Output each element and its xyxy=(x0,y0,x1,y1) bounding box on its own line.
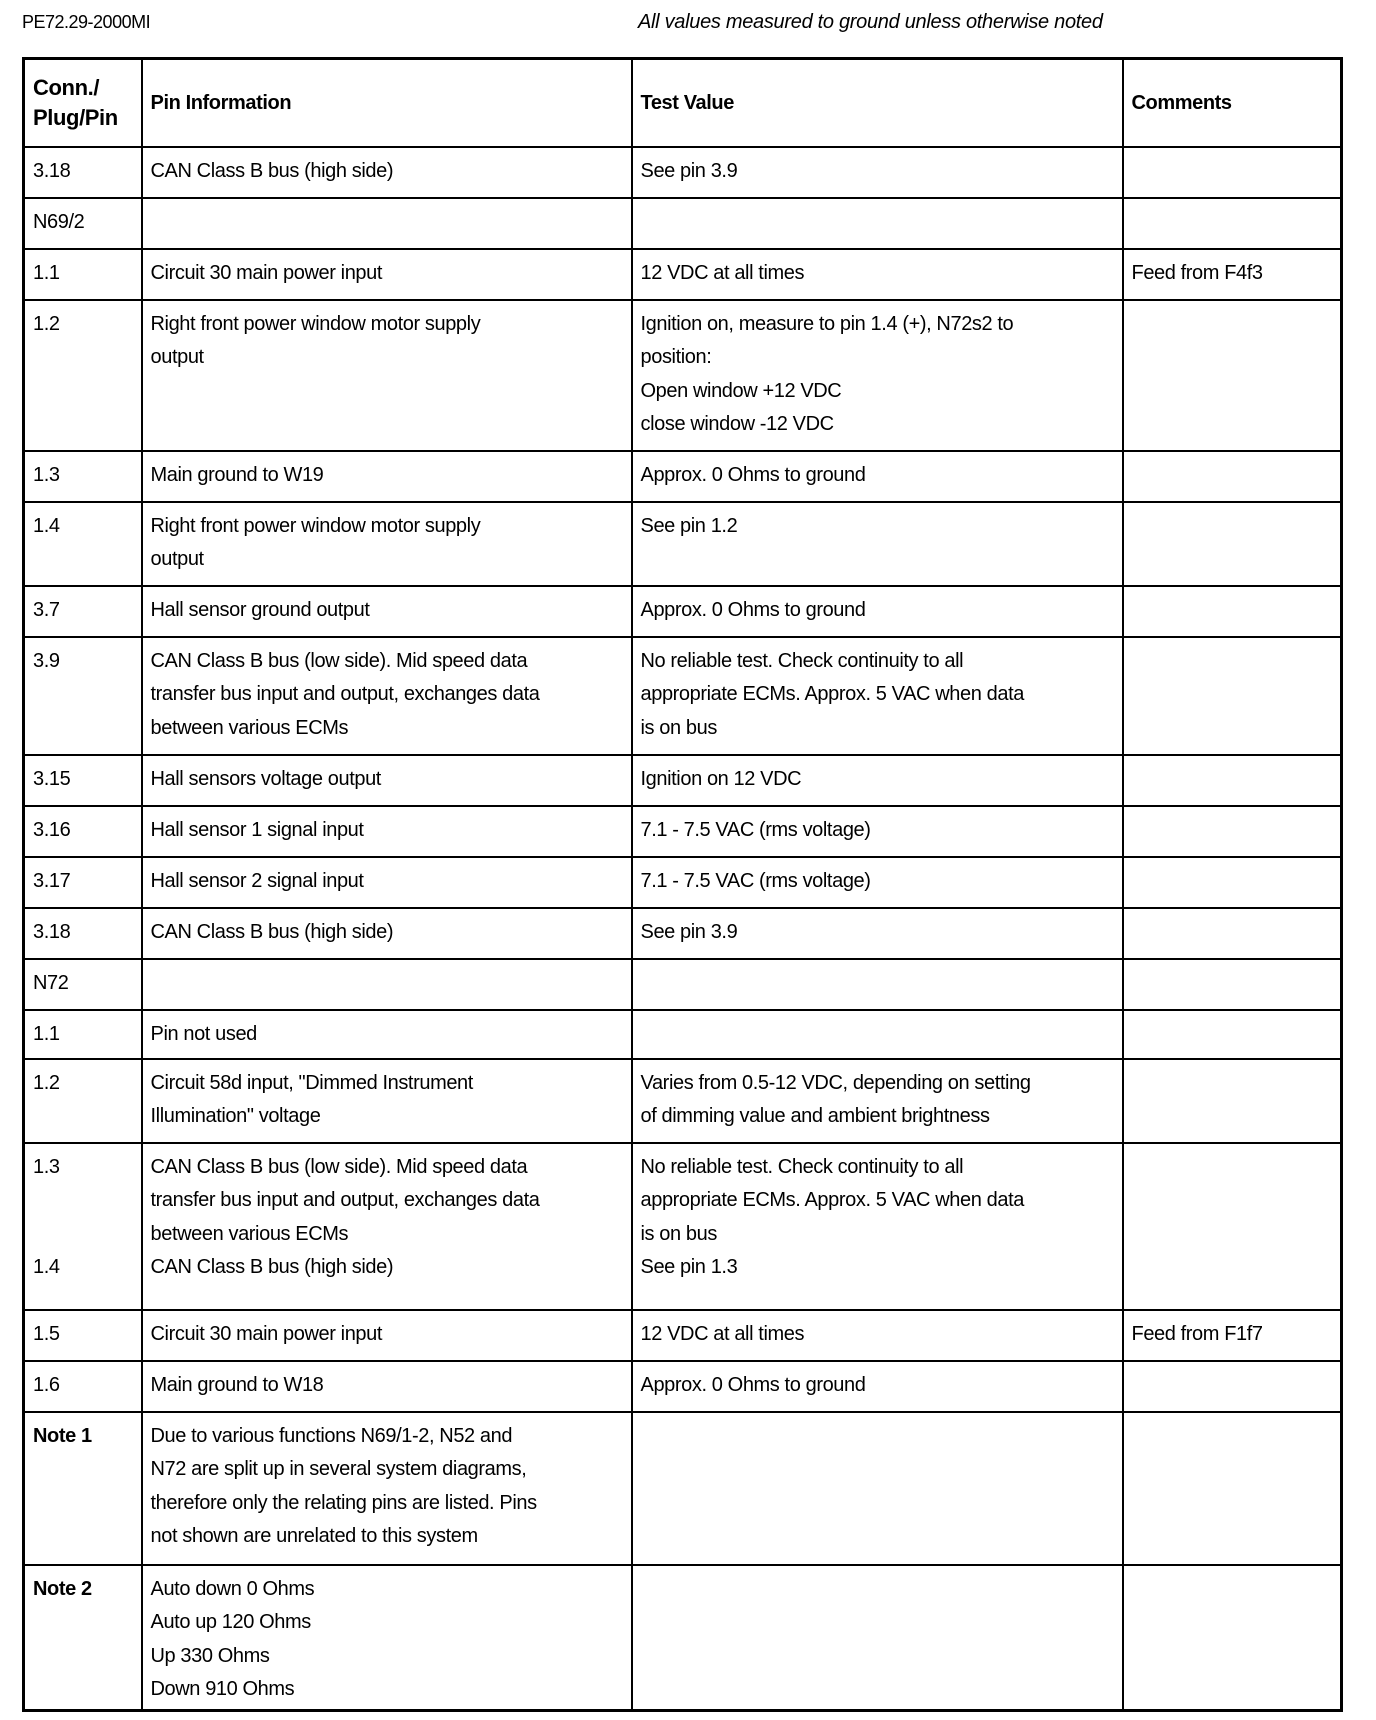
cell-comments xyxy=(1123,1143,1342,1310)
cell-text-line: Feed from F4f3 xyxy=(1131,261,1263,284)
cell-text-line: CAN Class B bus (high side) xyxy=(150,920,394,943)
table-row xyxy=(24,1059,1342,1143)
cell-text-line: 1.3 xyxy=(33,463,60,486)
cell-text-line: appropriate ECMs. Approx. 5 VAC when data xyxy=(640,683,1024,705)
cell-pin-information xyxy=(142,451,632,502)
cell-comments xyxy=(1123,1412,1342,1565)
cell-text-line: CAN Class B bus (high side) xyxy=(150,159,394,182)
cell-comments xyxy=(1123,1565,1342,1711)
cell-text-line: Hall sensor 2 signal input xyxy=(150,869,364,892)
header-test-value: Test Value xyxy=(632,59,1123,147)
cell-pin-information xyxy=(142,1143,632,1310)
cell-text-line: appropriate ECMs. Approx. 5 VAC when data xyxy=(640,1189,1024,1211)
cell-text-line: 3.18 xyxy=(33,920,71,943)
cell-comments xyxy=(1123,451,1342,502)
cell-text-line: 7.1 - 7.5 VAC (rms voltage) xyxy=(640,869,871,892)
table-row xyxy=(24,1565,1342,1711)
table-row xyxy=(24,300,1342,451)
cell-pin-information xyxy=(142,147,632,198)
cell-text-line: 3.17 xyxy=(33,869,71,892)
header-comments: Comments xyxy=(1123,59,1342,147)
cell-text-line: 1.1 xyxy=(33,1022,60,1045)
cell-text-line: 3.15 xyxy=(33,767,71,790)
cell-comments xyxy=(1123,502,1342,586)
table-row xyxy=(24,1361,1342,1412)
cell-text-line xyxy=(33,1218,133,1252)
table-row xyxy=(24,586,1342,637)
cell-text-line xyxy=(33,1184,133,1218)
cell-text-line: Note 2 xyxy=(33,1577,92,1600)
cell-comments xyxy=(1123,637,1342,755)
cell-conn-plug-pin xyxy=(24,755,142,806)
cell-text-line: 1.3 xyxy=(33,1155,60,1178)
cell-pin-information xyxy=(142,198,632,249)
table-row xyxy=(24,908,1342,959)
cell-text-line: position: xyxy=(640,346,712,368)
cell-test-value xyxy=(632,959,1123,1010)
cell-text-line: N72 are split up in several system diagrams, xyxy=(150,1458,527,1480)
cell-text-line: transfer bus input and output, exchanges data xyxy=(150,1189,540,1211)
cell-test-value xyxy=(632,300,1123,451)
cell-text-line: N69/2 xyxy=(33,210,85,233)
cell-conn-plug-pin xyxy=(24,502,142,586)
cell-conn-plug-pin xyxy=(24,1310,142,1361)
cell-comments xyxy=(1123,249,1342,300)
cell-pin-information xyxy=(142,249,632,300)
cell-text-line: Open window +12 VDC xyxy=(640,379,842,402)
cell-text-line: 1.4 xyxy=(33,1256,60,1278)
cell-text-line: 1.5 xyxy=(33,1322,60,1345)
cell-conn-plug-pin xyxy=(24,300,142,451)
cell-test-value xyxy=(632,147,1123,198)
cell-conn-plug-pin xyxy=(24,806,142,857)
cell-pin-information xyxy=(142,1310,632,1361)
cell-conn-plug-pin xyxy=(24,451,142,502)
cell-pin-information xyxy=(142,755,632,806)
cell-text-line: Down 910 Ohms xyxy=(150,1678,295,1700)
header-conn-plug-pin: Conn./ Plug/Pin xyxy=(24,59,142,147)
cell-conn-plug-pin xyxy=(24,1412,142,1565)
table-row xyxy=(24,198,1342,249)
cell-text-line: 12 VDC at all times xyxy=(640,1322,805,1345)
cell-text-line: Approx. 0 Ohms to ground xyxy=(640,598,866,621)
cell-text-line: 1.2 xyxy=(33,312,60,335)
cell-comments xyxy=(1123,806,1342,857)
header-pin-information: Pin Information xyxy=(142,59,632,147)
cell-text-line: Pin not used xyxy=(150,1022,257,1045)
cell-conn-plug-pin xyxy=(24,1143,142,1310)
cell-text-line: Auto down 0 Ohms xyxy=(150,1577,315,1600)
document-id: PE72.29-2000MI xyxy=(22,12,151,32)
cell-text-line: N72 xyxy=(33,971,69,994)
cell-conn-plug-pin xyxy=(24,959,142,1010)
cell-conn-plug-pin xyxy=(24,1010,142,1059)
cell-text-line: No reliable test. Check continuity to all xyxy=(640,649,964,672)
cell-pin-information xyxy=(142,586,632,637)
cell-text-line: Approx. 0 Ohms to ground xyxy=(640,1373,866,1396)
pin-table xyxy=(22,57,1343,1712)
cell-comments xyxy=(1123,1361,1342,1412)
cell-test-value xyxy=(632,1059,1123,1143)
table-row xyxy=(24,857,1342,908)
table-row xyxy=(24,1010,1342,1059)
cell-text-line: CAN Class B bus (low side). Mid speed data xyxy=(150,1155,528,1178)
cell-conn-plug-pin xyxy=(24,857,142,908)
cell-text-line: Hall sensor ground output xyxy=(150,598,370,621)
cell-comments xyxy=(1123,959,1342,1010)
table-row xyxy=(24,147,1342,198)
cell-conn-plug-pin xyxy=(24,1059,142,1143)
cell-text-line: close window -12 VDC xyxy=(640,413,834,435)
cell-comments xyxy=(1123,1010,1342,1059)
cell-text-line: Hall sensor 1 signal input xyxy=(150,818,364,841)
cell-conn-plug-pin xyxy=(24,1361,142,1412)
cell-text-line: Circuit 30 main power input xyxy=(150,1322,383,1345)
cell-text-line: Right front power window motor supply xyxy=(150,312,481,335)
cell-conn-plug-pin xyxy=(24,198,142,249)
cell-comments xyxy=(1123,1310,1342,1361)
cell-text-line: Note 1 xyxy=(33,1424,92,1447)
cell-text-line: 3.16 xyxy=(33,818,71,841)
cell-text-line: Circuit 58d input, "Dimmed Instrument xyxy=(150,1071,473,1094)
cell-text-line: not shown are unrelated to this system xyxy=(150,1525,478,1547)
table-body xyxy=(24,147,1342,1711)
cell-text-line: 3.9 xyxy=(33,649,60,672)
cell-pin-information xyxy=(142,502,632,586)
cell-text-line: Auto up 120 Ohms xyxy=(150,1611,311,1633)
cell-comments xyxy=(1123,755,1342,806)
cell-text-line: output xyxy=(150,548,204,570)
cell-test-value xyxy=(632,198,1123,249)
cell-test-value xyxy=(632,1310,1123,1361)
cell-text-line: Approx. 0 Ohms to ground xyxy=(640,463,866,486)
cell-test-value xyxy=(632,249,1123,300)
table-row xyxy=(24,1310,1342,1361)
cell-test-value xyxy=(632,1565,1123,1711)
cell-text-line: 12 VDC at all times xyxy=(640,261,805,284)
cell-text-line: Due to various functions N69/1-2, N52 and xyxy=(150,1424,513,1447)
table-header-row xyxy=(24,59,1342,147)
cell-test-value xyxy=(632,806,1123,857)
cell-comments xyxy=(1123,198,1342,249)
cell-text-line: See pin 3.9 xyxy=(640,159,738,182)
measurement-note: All values measured to ground unless otherwise noted xyxy=(638,11,1103,33)
cell-text-line: CAN Class B bus (low side). Mid speed data xyxy=(150,649,528,672)
cell-pin-information xyxy=(142,857,632,908)
cell-pin-information xyxy=(142,1565,632,1711)
table-row xyxy=(24,959,1342,1010)
cell-test-value xyxy=(632,1010,1123,1059)
cell-text-line: See pin 1.2 xyxy=(640,514,738,537)
table-row xyxy=(24,755,1342,806)
cell-pin-information xyxy=(142,806,632,857)
cell-pin-information xyxy=(142,637,632,755)
table-row xyxy=(24,1143,1342,1310)
cell-text-line: is on bus xyxy=(640,1222,717,1245)
cell-text-line: is on bus xyxy=(640,716,717,739)
cell-test-value xyxy=(632,1412,1123,1565)
cell-text-line: Varies from 0.5-12 VDC, depending on setting xyxy=(640,1071,1031,1094)
cell-text-line: Ignition on 12 VDC xyxy=(640,767,802,790)
cell-text-line: 1.4 xyxy=(33,514,60,537)
cell-comments xyxy=(1123,586,1342,637)
cell-text-line: Ignition on, measure to pin 1.4 (+), N72s2 to xyxy=(640,312,1014,335)
cell-conn-plug-pin xyxy=(24,908,142,959)
cell-test-value xyxy=(632,857,1123,908)
cell-text-line: CAN Class B bus (high side) xyxy=(150,1256,394,1278)
cell-text-line: 1.2 xyxy=(33,1071,60,1094)
cell-conn-plug-pin xyxy=(24,249,142,300)
cell-text-line: Right front power window motor supply xyxy=(150,514,481,537)
table-row xyxy=(24,451,1342,502)
cell-text-line: See pin 3.9 xyxy=(640,920,738,943)
cell-conn-plug-pin xyxy=(24,147,142,198)
cell-conn-plug-pin xyxy=(24,637,142,755)
cell-text-line: between various ECMs xyxy=(150,716,349,739)
cell-text-line: 1.1 xyxy=(33,261,60,284)
cell-text-line: Circuit 30 main power input xyxy=(150,261,383,284)
cell-text-line: 3.7 xyxy=(33,598,60,621)
cell-pin-information xyxy=(142,1412,632,1565)
table-row xyxy=(24,1412,1342,1565)
table-row xyxy=(24,502,1342,586)
cell-text-line: Main ground to W19 xyxy=(150,463,324,486)
cell-pin-information xyxy=(142,300,632,451)
cell-text-line: therefore only the relating pins are listed. Pins xyxy=(150,1491,537,1514)
cell-conn-plug-pin xyxy=(24,1565,142,1711)
cell-text-line: Illumination" voltage xyxy=(150,1105,321,1127)
cell-text-line: 3.18 xyxy=(33,159,71,182)
cell-text-line: See pin 1.3 xyxy=(640,1256,738,1278)
cell-test-value xyxy=(632,1143,1123,1310)
cell-pin-information xyxy=(142,959,632,1010)
cell-text-line: of dimming value and ambient brightness xyxy=(640,1105,990,1127)
cell-test-value xyxy=(632,586,1123,637)
cell-pin-information xyxy=(142,1010,632,1059)
cell-comments xyxy=(1123,147,1342,198)
cell-pin-information xyxy=(142,908,632,959)
cell-comments xyxy=(1123,908,1342,959)
cell-text-line: 1.6 xyxy=(33,1373,60,1396)
cell-text-line: Feed from F1f7 xyxy=(1131,1322,1263,1345)
cell-text-line: transfer bus input and output, exchanges data xyxy=(150,683,540,705)
cell-test-value xyxy=(632,637,1123,755)
cell-test-value xyxy=(632,451,1123,502)
cell-text-line: Main ground to W18 xyxy=(150,1373,324,1396)
cell-pin-information xyxy=(142,1059,632,1143)
cell-text-line: output xyxy=(150,346,204,368)
cell-comments xyxy=(1123,857,1342,908)
cell-pin-information xyxy=(142,1361,632,1412)
cell-test-value xyxy=(632,908,1123,959)
cell-test-value xyxy=(632,502,1123,586)
cell-comments xyxy=(1123,300,1342,451)
cell-text-line: Hall sensors voltage output xyxy=(150,767,381,790)
cell-text-line: 7.1 - 7.5 VAC (rms voltage) xyxy=(640,818,871,841)
cell-text-line: Up 330 Ohms xyxy=(150,1644,270,1667)
cell-test-value xyxy=(632,1361,1123,1412)
cell-comments xyxy=(1123,1059,1342,1143)
table-row xyxy=(24,637,1342,755)
cell-text-line: between various ECMs xyxy=(150,1222,349,1245)
table-row xyxy=(24,249,1342,300)
cell-conn-plug-pin xyxy=(24,586,142,637)
table-row xyxy=(24,806,1342,857)
cell-text-line: No reliable test. Check continuity to all xyxy=(640,1155,964,1178)
cell-test-value xyxy=(632,755,1123,806)
